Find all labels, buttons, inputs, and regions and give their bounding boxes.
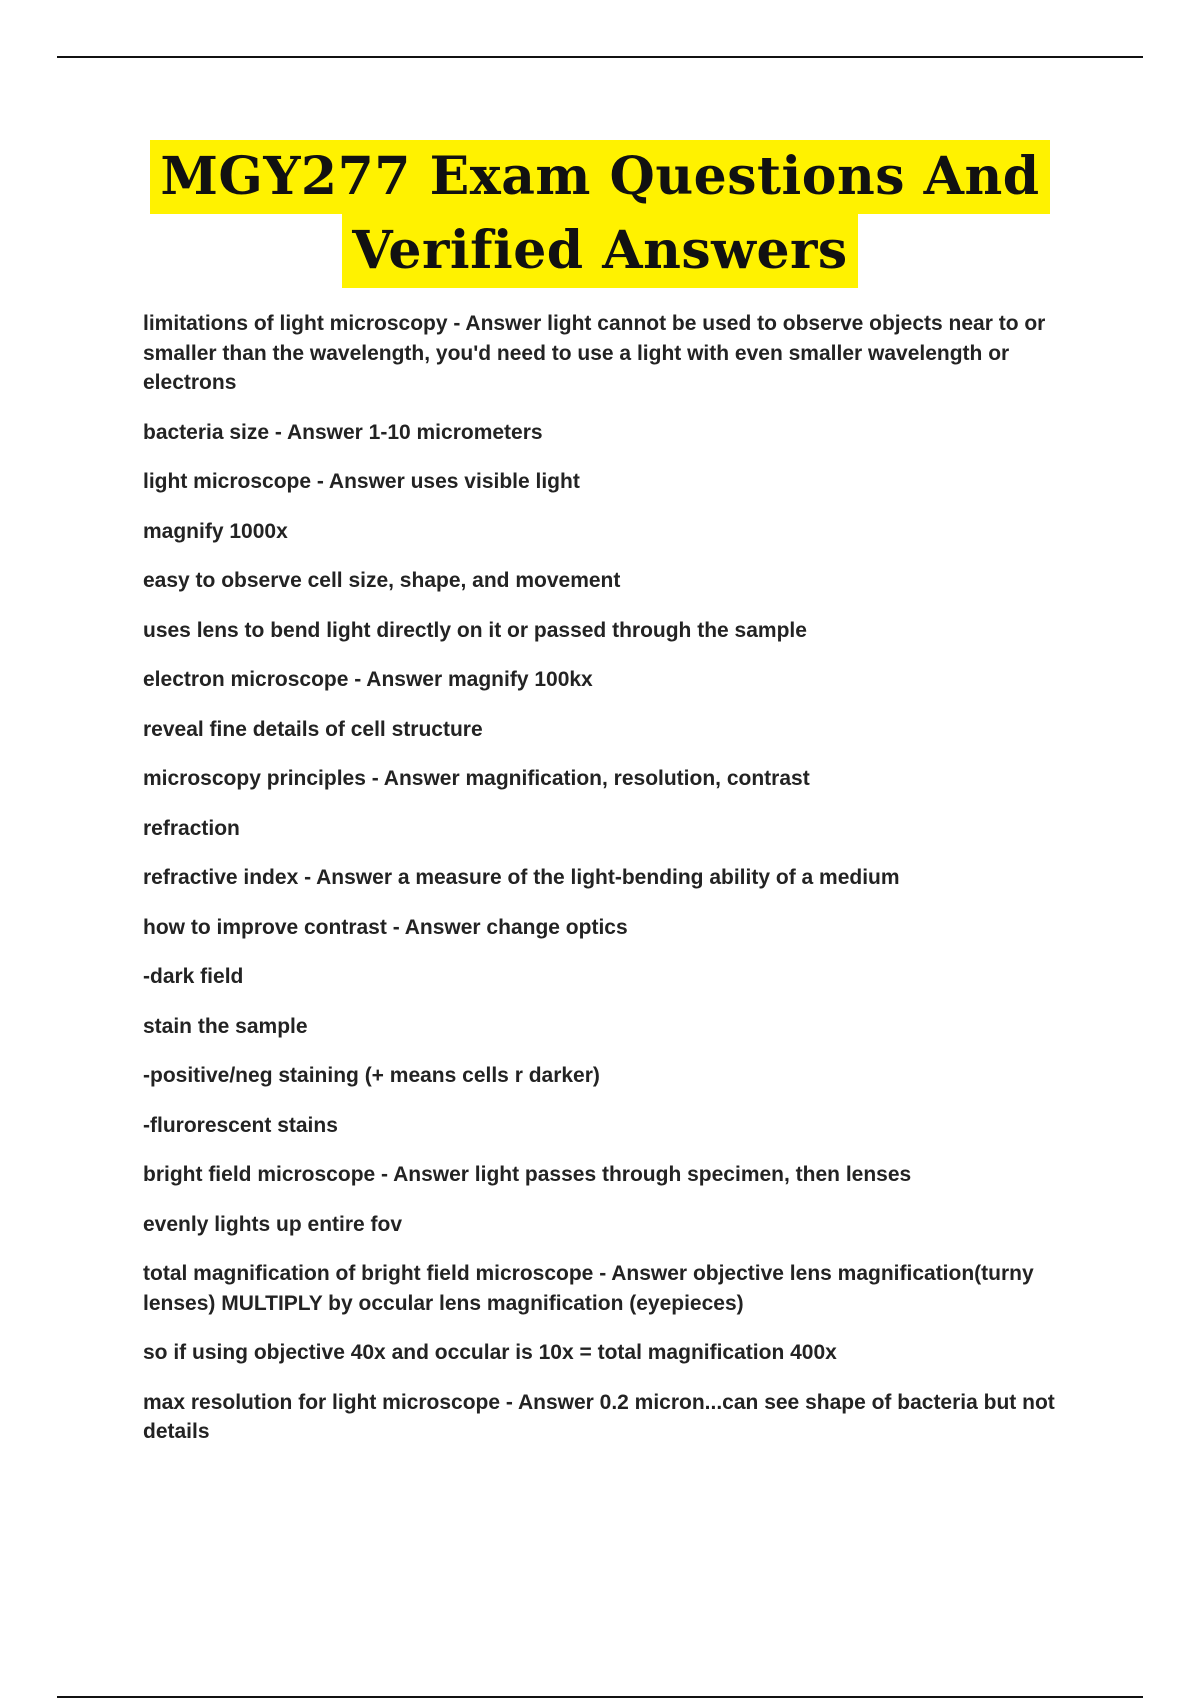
qa-entry: -flurorescent stains [143, 1113, 338, 1137]
title-line-1: MGY277 Exam Questions And [150, 140, 1049, 214]
qa-entry: -dark field [143, 965, 244, 988]
qa-entry: light microscope - Answer uses visible light [143, 470, 580, 493]
qa-entry: refractive index - Answer a measure of the light-bending ability of a medium [143, 866, 900, 889]
qa-entry: easy to observe cell size, shape, and movement [143, 569, 621, 592]
footer-rule [57, 1696, 1143, 1698]
qa-entry: so if using objective 40x and occular is 10x = total magnification 400x [143, 1341, 837, 1364]
title-line-2: Verified Answers [342, 214, 857, 288]
qa-entry: how to improve contrast - Answer change optics [143, 915, 628, 939]
qa-entry: -positive/neg staining (+ means cells r darker) [143, 1064, 600, 1087]
qa-entry: total magnification of bright field microscope - Answer objective lens magnification(turny lenses) MULTIPLY by occular lens magnification (eyepieces) [143, 1262, 1034, 1315]
header-rule [57, 56, 1143, 58]
qa-entry: electron microscope - Answer magnify 100kx [143, 668, 593, 691]
qa-entry: bright field microscope - Answer light passes through specimen, then lenses [143, 1163, 912, 1186]
qa-entry: microscopy principles - Answer magnification, resolution, contrast [143, 767, 810, 790]
qa-entry: bacteria size - Answer 1-10 micrometers [143, 420, 543, 444]
qa-entry: uses lens to bend light directly on it or passed through the sample [143, 618, 807, 642]
qa-list [143, 309, 1088, 1467]
qa-entry: refraction [143, 816, 240, 840]
qa-entry: magnify 1000x [143, 519, 288, 543]
qa-entry: reveal fine details of cell structure [143, 717, 483, 741]
document-title [0, 140, 1200, 288]
qa-entry: stain the sample [143, 1014, 308, 1038]
qa-entry: limitations of light microscopy - Answer light cannot be used to observe objects near to or smaller than the wavelength, you'd need to use a light with even smaller wavelength or electrons [143, 312, 1046, 394]
qa-entry: max resolution for light microscope - Answer 0.2 micron...can see shape of bacteria but not details [143, 1390, 1055, 1443]
qa-entry: evenly lights up entire fov [143, 1212, 403, 1236]
